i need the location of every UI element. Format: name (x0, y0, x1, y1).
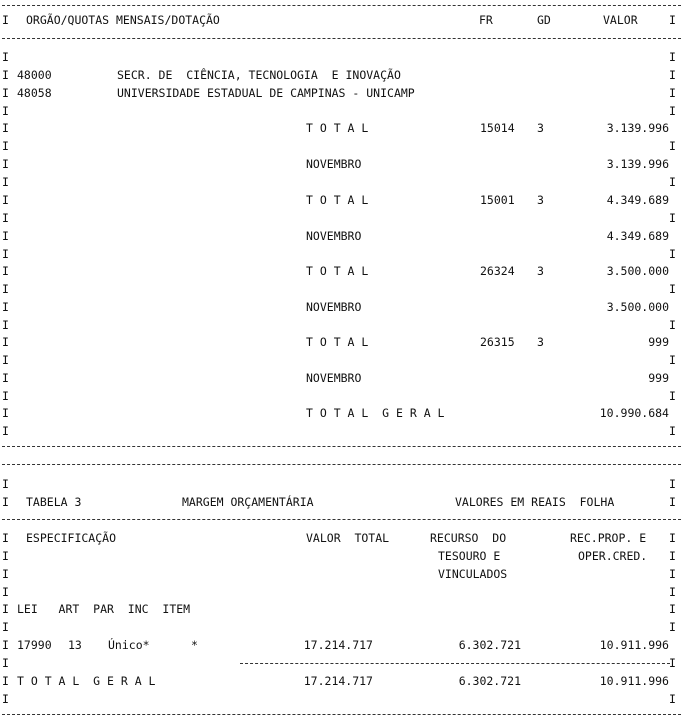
subtotal-dashed-rule (240, 663, 670, 664)
border-left-char: I (2, 139, 9, 153)
org2-code: 48058 (17, 86, 52, 100)
org1-code: 48000 (17, 68, 52, 82)
group2-month-value: 4.349.689 (606, 229, 669, 243)
header-gd-label: GD (537, 13, 551, 27)
margin-title: MARGEM ORÇAMENTÁRIA (182, 495, 314, 509)
border-left-char: I (2, 656, 9, 670)
group2-total-label: T O T A L (306, 193, 369, 207)
header-valor-label: VALOR (603, 13, 638, 27)
border-right-char: I (669, 656, 676, 670)
section2-title-rule (2, 519, 681, 520)
group2-fr: 15001 (480, 193, 515, 207)
row-par: Único* (108, 638, 150, 652)
border-right-char: I (669, 353, 676, 367)
recprop-line2: OPER.CRED. (578, 549, 648, 563)
row-recurso: 6.302.721 (458, 638, 521, 652)
border-left-char: I (2, 193, 9, 207)
border-left-char: I (2, 68, 9, 82)
grand-total-recurso: 6.302.721 (458, 674, 521, 688)
header-orgao-label: ORGÃO/QUOTAS MENSAIS/DOTAÇÃO (26, 13, 220, 27)
border-left-char: I (2, 495, 9, 509)
border-left-char: I (2, 424, 9, 438)
group4-month-value: 999 (648, 371, 669, 385)
border-right-char: I (669, 86, 676, 100)
top-dashed-rule (2, 5, 681, 6)
border-right-char: I (669, 50, 676, 64)
recprop-line1: REC.PROP. E (570, 531, 647, 545)
border-left-char: I (2, 175, 9, 189)
values-folha-label: VALORES EM REAIS FOLHA (455, 495, 615, 509)
border-left-char: I (2, 104, 9, 118)
border-left-char: I (2, 211, 9, 225)
group4-gd: 3 (537, 335, 544, 349)
row-valor-total: 17.214.717 (303, 638, 373, 652)
group3-gd: 3 (537, 264, 544, 278)
border-left-char: I (2, 585, 9, 599)
group2-total-value: 4.349.689 (606, 193, 669, 207)
section2-top-rule (2, 464, 681, 465)
group3-fr: 26324 (480, 264, 515, 278)
border-right-char: I (669, 318, 676, 332)
border-left-char: I (2, 406, 9, 420)
valor-total-label: VALOR TOTAL (306, 531, 390, 545)
group4-month-label: NOVEMBRO (306, 371, 362, 385)
border-left-char: I (2, 549, 9, 563)
recurso-line1: RECURSO DO (430, 531, 507, 545)
header-dashed-rule (2, 38, 681, 39)
group1-total-value: 3.139.996 (606, 121, 669, 135)
grand-total-valor: 17.214.717 (303, 674, 373, 688)
border-right-char: I (669, 477, 676, 491)
border-right-char: I (669, 567, 676, 581)
lei-header: LEI ART PAR INC ITEM (17, 602, 191, 616)
section1-grand-total-label: T O T A L G E R A L (306, 406, 445, 420)
border-right-char: I (669, 175, 676, 189)
border-left-char: I (2, 50, 9, 64)
border-right-char: I (669, 68, 676, 82)
border-right-char: I (669, 692, 676, 706)
border-right-char: I (669, 389, 676, 403)
row-item: * (191, 638, 198, 652)
section1-bottom-rule (2, 446, 681, 447)
border-left-char: I (2, 264, 9, 278)
border-left-char: I (2, 371, 9, 385)
group1-total-label: T O T A L (306, 121, 369, 135)
border-right-char: I (669, 247, 676, 261)
group3-total-label: T O T A L (306, 264, 369, 278)
group3-month-label: NOVEMBRO (306, 300, 362, 314)
border-left-char: I (2, 638, 9, 652)
border-right-char: I (669, 531, 676, 545)
group2-month-label: NOVEMBRO (306, 229, 362, 243)
border-left-char: I (2, 389, 9, 403)
group1-fr: 15014 (480, 121, 515, 135)
row-recprop: 10.911.996 (599, 638, 669, 652)
border-left-char: I (2, 13, 9, 27)
border-right-char: I (669, 211, 676, 225)
border-left-char: I (2, 353, 9, 367)
row-art: 13 (68, 638, 82, 652)
org2-name: UNIVERSIDADE ESTADUAL DE CAMPINAS - UNICAMP (117, 86, 415, 100)
group1-month-label: NOVEMBRO (306, 157, 362, 171)
border-right-char: I (669, 424, 676, 438)
border-right-char: I (669, 549, 676, 563)
border-right-char: I (669, 282, 676, 296)
group4-total-label: T O T A L (306, 335, 369, 349)
border-left-char: I (2, 300, 9, 314)
border-left-char: I (2, 567, 9, 581)
group1-gd: 3 (537, 121, 544, 135)
border-left-char: I (2, 620, 9, 634)
grand-total-recprop: 10.911.996 (599, 674, 669, 688)
section2-grand-total-label: T O T A L G E R A L (17, 674, 156, 688)
border-left-char: I (2, 335, 9, 349)
border-left-char: I (2, 692, 9, 706)
section1-grand-total-value: 10.990.684 (599, 406, 669, 420)
group3-total-value: 3.500.000 (606, 264, 669, 278)
group4-fr: 26315 (480, 335, 515, 349)
header-fr-label: FR (479, 13, 493, 27)
border-left-char: I (2, 602, 9, 616)
row-lei: 17990 (17, 638, 52, 652)
org1-name: SECR. DE CIÊNCIA, TECNOLOGIA E INOVAÇÃO (117, 68, 401, 82)
border-left-char: I (2, 157, 9, 171)
border-right-char: I (669, 13, 676, 27)
border-left-char: I (2, 318, 9, 332)
bottom-dashed-rule (2, 714, 681, 715)
recurso-line2: TESOURO E (438, 549, 501, 563)
group2-gd: 3 (537, 193, 544, 207)
border-left-char: I (2, 282, 9, 296)
border-left-char: I (2, 229, 9, 243)
group4-total-value: 999 (648, 335, 669, 349)
border-left-char: I (2, 477, 9, 491)
border-right-char: I (669, 585, 676, 599)
recurso-line3: VINCULADOS (438, 567, 508, 581)
border-right-char: I (669, 495, 676, 509)
group1-month-value: 3.139.996 (606, 157, 669, 171)
group3-month-value: 3.500.000 (606, 300, 669, 314)
border-left-char: I (2, 121, 9, 135)
border-left-char: I (2, 86, 9, 100)
border-right-char: I (669, 620, 676, 634)
border-left-char: I (2, 674, 9, 688)
border-left-char: I (2, 247, 9, 261)
border-right-char: I (669, 104, 676, 118)
border-left-char: I (2, 531, 9, 545)
border-right-char: I (669, 602, 676, 616)
border-right-char: I (669, 139, 676, 153)
especificacao-label: ESPECIFICAÇÃO (26, 531, 117, 545)
table3-label: TABELA 3 (26, 495, 82, 509)
